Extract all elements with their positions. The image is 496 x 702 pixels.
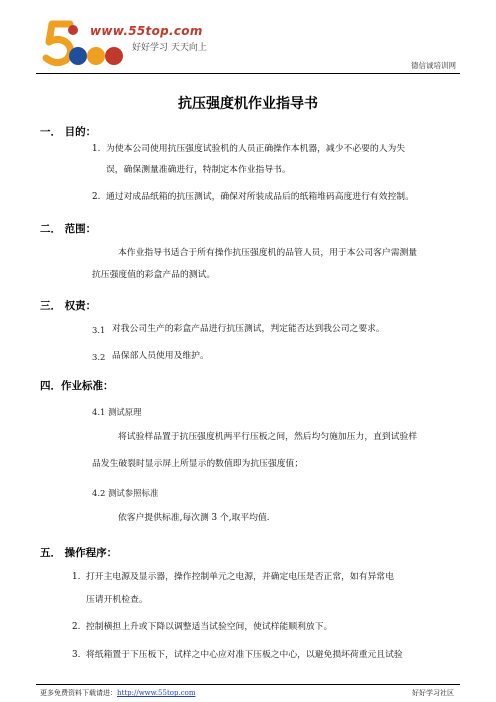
section-heading-purpose: 一． 目的：: [40, 126, 97, 138]
section-heading-scope: 二． 范围：: [40, 223, 97, 235]
item-number: 1.: [72, 572, 81, 582]
paragraph-line: 品保部人员使用及维护。: [112, 351, 209, 361]
footer-community-name: 好好学习社区: [412, 689, 454, 697]
footer-download-note: [40, 688, 195, 698]
subsection-heading: 4.2 测试参照标准: [92, 488, 159, 498]
logo-slogan: 好好学习 天天向上: [132, 43, 207, 53]
paragraph-line: 依客户提供标准,每次测 3 个,取平均值.: [118, 513, 270, 523]
section-heading-responsibility: 三． 权责：: [40, 300, 97, 312]
site-logo[interactable]: [40, 18, 230, 70]
paragraph-line: 误，确保测量准确进行，特制定本作业指导书。: [106, 165, 291, 175]
item-number: 1.: [92, 144, 101, 154]
item-number: 3.1: [92, 325, 106, 335]
item-number: 2.: [92, 192, 101, 202]
paragraph-line: 对我公司生产的彩盒产品进行抗压测试，判定能否达到我公司之要求。: [112, 324, 385, 334]
item-number: 3.2: [92, 352, 106, 362]
footer-site-link[interactable]: http://www.55top.com: [117, 689, 196, 697]
logo-top-wordmark-icon: [68, 44, 128, 68]
paragraph-line: 控制横担上升或下降以调整适当试验空间，使试样能顺利放下。: [86, 622, 333, 632]
section-heading-standard: 四．作业标准：: [40, 380, 114, 392]
footer-divider: [36, 684, 460, 685]
paragraph-line: 通过对成品纸箱的抗压测试，确保对所装成品后的纸箱堆码高度进行有效控制。: [106, 192, 414, 202]
section-heading-procedure: 五． 操作程序：: [40, 547, 118, 559]
logo-url-text: www.55top.com: [90, 24, 203, 38]
header-site-name: 德信诚培训网: [411, 61, 456, 70]
item-number: 3.: [72, 650, 81, 660]
paragraph-line: 将试验样品置于抗压强度机两平行压板之间，然后均匀施加压力，直到试验样: [118, 432, 418, 442]
document-title: 抗压强度机作业指导书: [178, 96, 318, 112]
paragraph-line: 品发生破裂时显示屏上所显示的数值即为抗压强度值；: [92, 459, 304, 469]
paragraph-line: 本作业指导书适合于所有操作抗压强度机的品管人员，用于本公司客户需测量: [118, 248, 418, 258]
paragraph-line: 将纸箱置于下压板下，试样之中心应对准下压板之中心，以避免损坏荷重元且试验: [86, 650, 403, 660]
paragraph-line: 压请开机检查。: [86, 595, 148, 605]
subsection-heading: 4.1 测试原理: [92, 407, 142, 417]
header-divider: [36, 73, 460, 74]
paragraph-line: 抗压强度值的彩盒产品的测试。: [92, 270, 216, 280]
paragraph-line: 为使本公司使用抗压强度试验机的人员正确操作本机器，减少不必要的人为失: [106, 144, 406, 154]
footer-download-label: 更多免费资料下载请进：: [40, 689, 117, 697]
paragraph-line: 打开主电源及显示器，操作控制单元之电源，并确定电压是否正常，如有异常电: [86, 572, 394, 582]
item-number: 2.: [72, 622, 81, 632]
